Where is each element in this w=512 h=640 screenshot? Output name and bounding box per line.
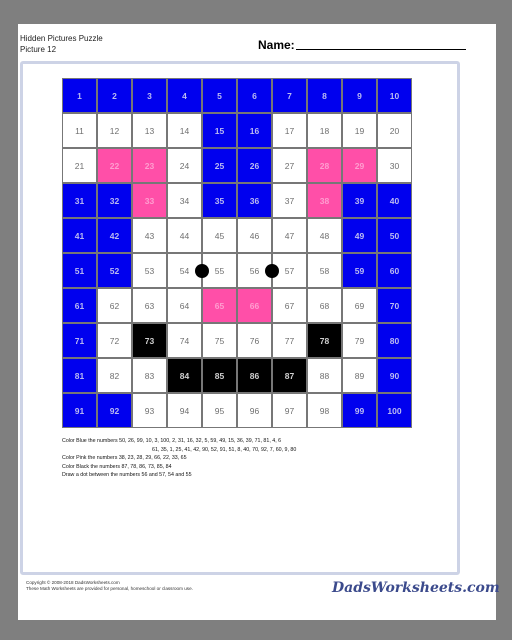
grid-cell-66: 66 — [237, 288, 272, 323]
grid-cell-37: 37 — [272, 183, 307, 218]
grid-cell-76: 76 — [237, 323, 272, 358]
dot-54-55 — [195, 264, 209, 278]
grid-cell-100: 100 — [377, 393, 412, 428]
grid-cell-15: 15 — [202, 113, 237, 148]
grid-cell-73: 73 — [132, 323, 167, 358]
grid-cell-65: 65 — [202, 288, 237, 323]
grid-cell-41: 41 — [62, 218, 97, 253]
grid-cell-86: 86 — [237, 358, 272, 393]
instruction-blue-cont: 61, 35, 1, 25, 41, 42, 90, 52, 91, 51, 8, 40, 70, 92, 7, 60, 9, 80 — [152, 446, 297, 453]
instruction-blue: Color Blue the numbers 50, 26, 99, 10, 3, 100, 2, 31, 16, 32, 5, 59, 49, 15, 36, 39, 71, 81, 4, 6 — [62, 438, 282, 444]
grid-cell-53: 53 — [132, 253, 167, 288]
grid-cell-92: 92 — [97, 393, 132, 428]
grid-cell-46: 46 — [237, 218, 272, 253]
grid-cell-43: 43 — [132, 218, 167, 253]
grid-cell-22: 22 — [97, 148, 132, 183]
grid-cell-68: 68 — [307, 288, 342, 323]
instruction-pink: Color Pink the numbers 38, 23, 28, 29, 66, 22, 33, 65 — [62, 455, 187, 461]
grid-cell-55: 55 — [202, 253, 237, 288]
grid-cell-48: 48 — [307, 218, 342, 253]
grid-cell-89: 89 — [342, 358, 377, 393]
grid-cell-93: 93 — [132, 393, 167, 428]
grid-cell-44: 44 — [167, 218, 202, 253]
usage-notice: These Math Worksheets are provided for personal, homeschool or classroom use. — [26, 586, 193, 591]
grid-cell-23: 23 — [132, 148, 167, 183]
grid-cell-87: 87 — [272, 358, 307, 393]
grid-cell-11: 11 — [62, 113, 97, 148]
grid-cell-78: 78 — [307, 323, 342, 358]
grid-cell-42: 42 — [97, 218, 132, 253]
grid-cell-31: 31 — [62, 183, 97, 218]
grid-cell-35: 35 — [202, 183, 237, 218]
grid-cell-12: 12 — [97, 113, 132, 148]
grid-cell-51: 51 — [62, 253, 97, 288]
grid-cell-6: 6 — [237, 78, 272, 113]
grid-cell-81: 81 — [62, 358, 97, 393]
grid-cell-88: 88 — [307, 358, 342, 393]
grid-cell-7: 7 — [272, 78, 307, 113]
copyright — [26, 580, 193, 592]
grid-cell-62: 62 — [97, 288, 132, 323]
grid-cell-96: 96 — [237, 393, 272, 428]
grid-cell-77: 77 — [272, 323, 307, 358]
instructions — [62, 437, 422, 480]
grid-cell-83: 83 — [132, 358, 167, 393]
hundreds-grid — [62, 78, 412, 428]
grid-cell-74: 74 — [167, 323, 202, 358]
grid-cell-18: 18 — [307, 113, 342, 148]
copyright-text: Copyright © 2008-2018 DadsWorksheets.com — [26, 580, 120, 585]
grid-cell-28: 28 — [307, 148, 342, 183]
grid-cell-17: 17 — [272, 113, 307, 148]
grid-cell-30: 30 — [377, 148, 412, 183]
grid-cell-56: 56 — [237, 253, 272, 288]
grid-cell-91: 91 — [62, 393, 97, 428]
instruction-black: Color Black the numbers 87, 78, 86, 73, 85, 84 — [62, 463, 172, 470]
dot-56-57 — [265, 264, 279, 278]
grid-cell-84: 84 — [167, 358, 202, 393]
worksheet-title: Hidden Pictures Puzzle — [20, 34, 103, 43]
name-line — [296, 49, 466, 50]
grid-cell-58: 58 — [307, 253, 342, 288]
grid-cell-69: 69 — [342, 288, 377, 323]
grid-cell-57: 57 — [272, 253, 307, 288]
grid-cell-45: 45 — [202, 218, 237, 253]
grid-cell-98: 98 — [307, 393, 342, 428]
grid-cell-10: 10 — [377, 78, 412, 113]
grid-cell-97: 97 — [272, 393, 307, 428]
grid-cell-82: 82 — [97, 358, 132, 393]
grid-cell-52: 52 — [97, 253, 132, 288]
grid-cell-33: 33 — [132, 183, 167, 218]
grid-cell-36: 36 — [237, 183, 272, 218]
grid-cell-40: 40 — [377, 183, 412, 218]
grid-cell-72: 72 — [97, 323, 132, 358]
brand-logo: DadsWorksheets.com — [332, 580, 500, 596]
grid-cell-49: 49 — [342, 218, 377, 253]
grid-cell-47: 47 — [272, 218, 307, 253]
grid-cell-99: 99 — [342, 393, 377, 428]
grid-cell-3: 3 — [132, 78, 167, 113]
grid-cell-38: 38 — [307, 183, 342, 218]
grid-cell-70: 70 — [377, 288, 412, 323]
grid-cell-24: 24 — [167, 148, 202, 183]
grid-cell-71: 71 — [62, 323, 97, 358]
grid-cell-4: 4 — [167, 78, 202, 113]
grid-cell-5: 5 — [202, 78, 237, 113]
grid-cell-9: 9 — [342, 78, 377, 113]
grid-cell-75: 75 — [202, 323, 237, 358]
grid-cell-20: 20 — [377, 113, 412, 148]
grid-cell-25: 25 — [202, 148, 237, 183]
grid-cell-80: 80 — [377, 323, 412, 358]
grid-cell-64: 64 — [167, 288, 202, 323]
grid-cell-85: 85 — [202, 358, 237, 393]
grid-cell-90: 90 — [377, 358, 412, 393]
grid-cell-19: 19 — [342, 113, 377, 148]
grid-cell-39: 39 — [342, 183, 377, 218]
grid-cell-54: 54 — [167, 253, 202, 288]
instruction-dots: Draw a dot between the numbers 56 and 57, 54 and 55 — [62, 472, 192, 478]
worksheet-subtitle: Picture 12 — [20, 45, 57, 54]
grid-cell-2: 2 — [97, 78, 132, 113]
grid-cell-79: 79 — [342, 323, 377, 358]
grid-cell-94: 94 — [167, 393, 202, 428]
grid-cell-1: 1 — [62, 78, 97, 113]
name-label: Name: — [258, 38, 295, 52]
grid-cell-21: 21 — [62, 148, 97, 183]
grid-cell-14: 14 — [167, 113, 202, 148]
grid-cell-34: 34 — [167, 183, 202, 218]
grid-cell-8: 8 — [307, 78, 342, 113]
grid-cell-26: 26 — [237, 148, 272, 183]
grid-cell-16: 16 — [237, 113, 272, 148]
grid-cell-60: 60 — [377, 253, 412, 288]
grid-cell-63: 63 — [132, 288, 167, 323]
grid-cell-32: 32 — [97, 183, 132, 218]
grid-cell-50: 50 — [377, 218, 412, 253]
grid-cell-59: 59 — [342, 253, 377, 288]
grid-cell-61: 61 — [62, 288, 97, 323]
grid-cell-95: 95 — [202, 393, 237, 428]
grid-cell-67: 67 — [272, 288, 307, 323]
grid-cell-29: 29 — [342, 148, 377, 183]
grid-cell-13: 13 — [132, 113, 167, 148]
grid-cell-27: 27 — [272, 148, 307, 183]
